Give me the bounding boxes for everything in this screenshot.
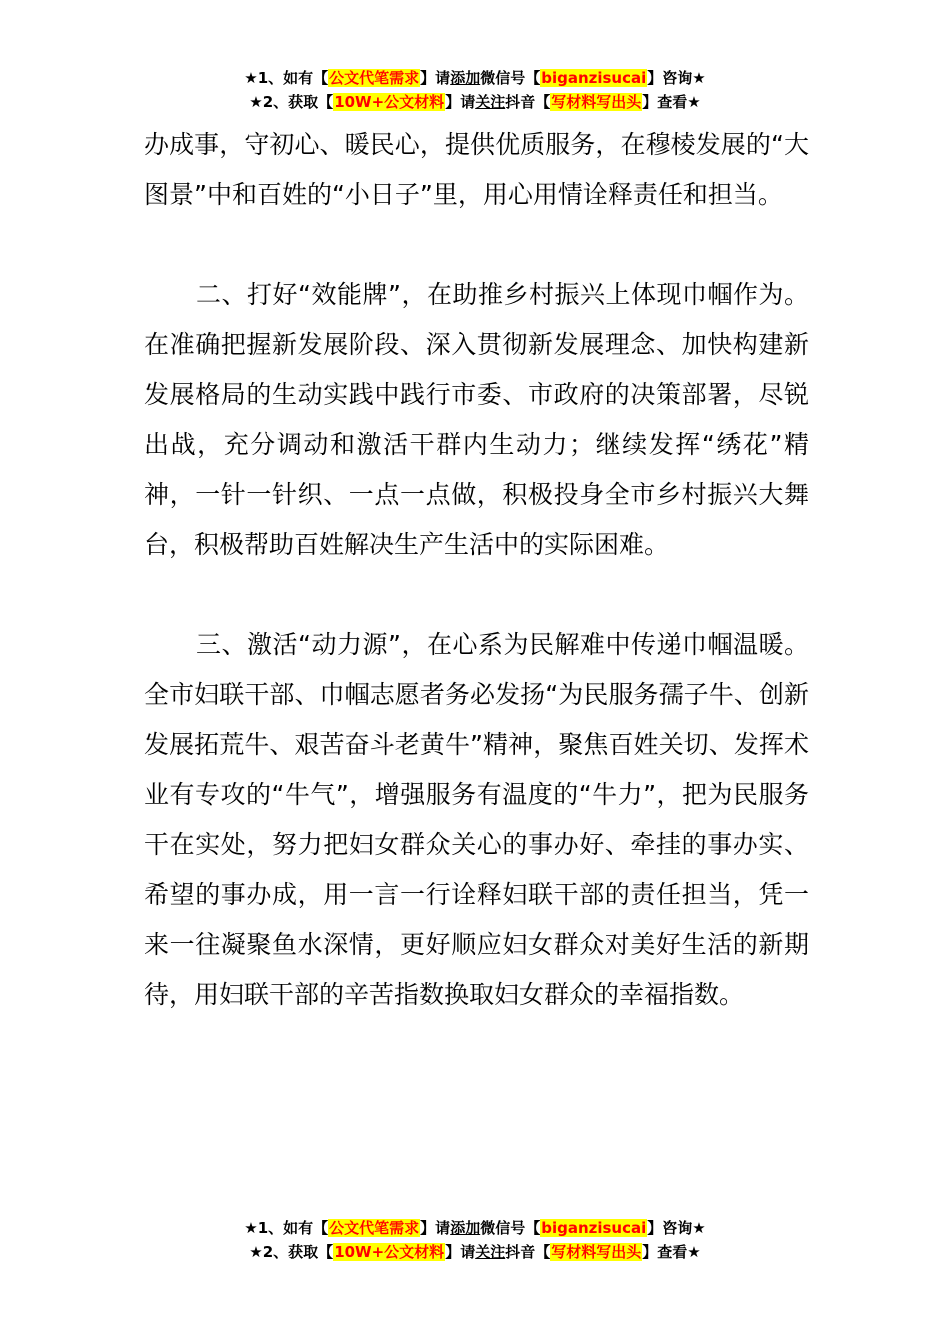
paragraph-section-2: 二、打好“效能牌”，在助推乡村振兴上体现巾帼作为。在准确把握新发展阶段、深入贯彻新发展理念、加快构建新发展格局的生动实践中践行市委、市政府的决策部署，尽锐出战，充分调动和激活干群内生动力；继续发挥“绣花”精神，一针一针织、一点一点做，积极投身全市乡村振兴大舞台，积极帮助百姓解决生产生活中的实际困难。	[144, 280, 809, 559]
highlight-wechat-id: biganzisucai	[541, 69, 647, 87]
highlight-materials: 10W+公文材料	[334, 1243, 445, 1261]
banner-line-2: ★2、获取【10W+公文材料】请关注抖音【写材料写出头】查看★	[249, 93, 701, 111]
document-body	[144, 120, 809, 1020]
highlight-service: 公文代笔需求	[329, 1219, 420, 1237]
banner-line-1: ★1、如有【公文代笔需求】请添加微信号【biganzisucai】咨询★	[244, 69, 706, 87]
paragraph-continuation: 办成事，守初心、暖民心，提供优质服务，在穆棱发展的“大图景”中和百姓的“小日子”里，用心用情诠释责任和担当。	[144, 130, 809, 209]
banner-line-2: ★2、获取【10W+公文材料】请关注抖音【写材料写出头】查看★	[249, 1243, 701, 1261]
highlight-douyin: 写材料写出头	[551, 1243, 642, 1261]
highlight-wechat-id: biganzisucai	[541, 1219, 647, 1237]
footer-banner	[0, 1216, 950, 1264]
banner-line-1: ★1、如有【公文代笔需求】请添加微信号【biganzisucai】咨询★	[244, 1219, 706, 1237]
paragraph-section-3: 三、激活“动力源”，在心系为民解难中传递巾帼温暖。全市妇联干部、巾帼志愿者务必发扬“为民服务孺子牛、创新发展拓荒牛、艰苦奋斗老黄牛”精神，聚焦百姓关切、发挥术业有专攻的“牛气”，增强服务有温度的“牛力”，把为民服务干在实处，努力把妇女群众关心的事办好、牵挂的事办实、希望的事办成，用一言一行诠释妇联干部的责任担当，凭一来一往凝聚鱼水深情，更好顺应妇女群众对美好生活的新期待，用妇联干部的辛苦指数换取妇女群众的幸福指数。	[144, 630, 809, 1009]
highlight-douyin: 写材料写出头	[551, 93, 642, 111]
highlight-materials: 10W+公文材料	[334, 93, 445, 111]
header-banner	[0, 66, 950, 114]
highlight-service: 公文代笔需求	[329, 69, 420, 87]
